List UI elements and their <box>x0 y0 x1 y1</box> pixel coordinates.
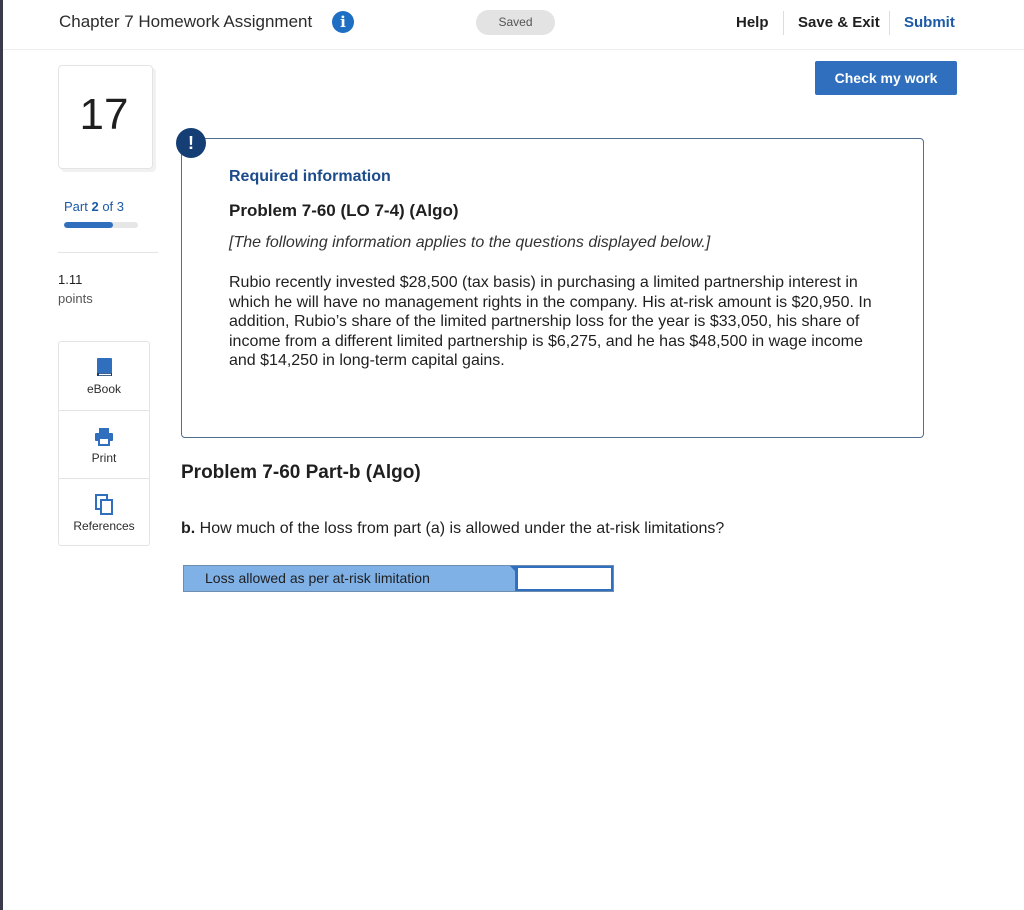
required-info-heading: Required information <box>229 168 391 185</box>
part-total: of 3 <box>102 199 125 214</box>
points-label: points <box>58 291 93 306</box>
question-body: How much of the loss from part (a) is allowed under the at-risk limitations? <box>199 520 725 537</box>
header-divider <box>889 11 890 35</box>
submit-link[interactable]: Submit <box>904 14 955 31</box>
part-title: Problem 7-60 Part-b (Algo) <box>181 462 421 483</box>
tools-panel <box>58 341 150 546</box>
part-progress-fill <box>64 222 113 228</box>
top-header <box>3 0 1024 50</box>
answer-label: Loss allowed as per at-risk limitation <box>184 566 516 591</box>
answer-row <box>183 565 614 592</box>
part-current: 2 <box>91 199 99 214</box>
check-my-work-button[interactable]: Check my work <box>815 61 957 95</box>
problem-title: Problem 7-60 (LO 7-4) (Algo) <box>229 201 459 220</box>
help-link[interactable]: Help <box>736 14 769 31</box>
question-prefix: b. <box>181 520 196 537</box>
question-number: 17 <box>79 90 129 139</box>
problem-body: Rubio recently invested $28,500 (tax basis) in purchasing a limited partnership interest in which he will have no management rights in the company. His at-risk amount is $20,950. In addition, Rubio’s share of the limited partnership loss for the year is $33,050, his share of income from a different limited partnership is $6,275, and he has $48,500 in wage income and $14,250 in long-term capital gains. <box>229 274 872 369</box>
ebook-label: eBook <box>86 382 122 396</box>
print-button[interactable] <box>59 410 149 478</box>
print-label: Print <box>91 451 117 465</box>
part-prefix: Part <box>64 199 88 214</box>
assignment-title: Chapter 7 Homework Assignment <box>59 12 313 31</box>
points-value: 1.11 <box>58 272 83 287</box>
references-button[interactable] <box>59 478 149 546</box>
alert-icon: ! <box>176 128 206 158</box>
question-text <box>181 520 724 538</box>
info-icon[interactable]: i <box>332 11 354 33</box>
references-label: References <box>73 519 135 533</box>
book-icon <box>93 356 115 378</box>
question-number-card <box>58 65 153 169</box>
problem-note: [The following information applies to the questions displayed below.] <box>229 234 711 251</box>
save-exit-link[interactable]: Save & Exit <box>798 14 880 31</box>
ebook-button[interactable] <box>59 342 149 410</box>
header-divider <box>783 11 784 35</box>
window-edge <box>0 0 3 910</box>
loss-allowed-input[interactable] <box>516 566 613 591</box>
copy-icon <box>93 493 115 515</box>
part-progress-bar <box>64 222 138 228</box>
saved-status-badge: Saved <box>476 10 555 35</box>
part-indicator <box>64 199 124 214</box>
sidebar-divider <box>58 252 158 253</box>
printer-icon <box>93 425 115 447</box>
